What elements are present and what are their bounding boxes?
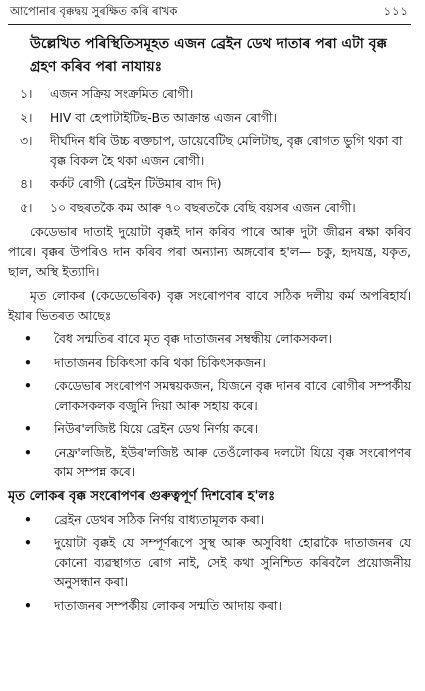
- bullet-icon: •: [24, 598, 32, 613]
- intro-heading: উল্লেখিত পৰিস্থিতিসমূহত এজন ব্ৰেইন ডেথ দাতাৰ পৰা এটা বৃক্ক গ্ৰহণ কৰিব পৰা নাযায়ঃ: [30, 36, 387, 75]
- item-text: ১০ বছৰতকৈ কম আৰু ৭০ বছৰতকৈ বেছি বয়সৰ এজন ৰোগী।: [50, 200, 356, 215]
- item-text: দীৰ্ঘদিন ধৰি উচ্চ ৰক্তচাপ, ডায়েবেটিছ মেলিটাছ, বৃক্ক ৰোগত ভুগি থকা বা বৃক্ক বিকল হৈ থকা এজন ৰোগী।: [50, 134, 403, 168]
- team-paragraph: মৃত লোকৰ (কেডেভেৰিক) বৃক্ক সংৰোপণৰ বাবে সঠিক দলীয় কৰ্ম অপৰিহাৰ্য। ইয়াৰ ভিতৰত আছেঃ: [8, 289, 411, 323]
- item-text: HIV বা হেপাটাইটিছ-Bত আক্ৰান্ত এজন ৰোগী।: [50, 110, 277, 125]
- aspects-list: [8, 511, 411, 617]
- item-number: ৫।: [20, 200, 33, 215]
- item-text: বৈধ সন্মতিৰ বাবে মৃত বৃক্ক দাতাজনৰ সম্বন্ধীয় লোকসকল।: [54, 332, 332, 346]
- item-text: কেডেভাৰ সংৰোপণ সমন্বয়কজন, যিজনে বৃক্ক দানৰ বাবে ৰোগীৰ সম্পৰ্কীয় লোকসকলক বজুনি দিয়া আৰু সহায় কৰে।: [54, 379, 411, 413]
- item-text: ব্ৰেইন ডেথৰ সঠিক নিৰ্ণয় বাধ্যতামূলক কৰা।: [54, 512, 265, 527]
- list-item: [8, 597, 411, 617]
- bullet-icon: •: [24, 445, 32, 460]
- item-number: ৩।: [20, 134, 33, 148]
- item-number: ২।: [20, 110, 33, 125]
- exclusion-list: [8, 85, 411, 218]
- bullet-icon: •: [24, 422, 32, 436]
- item-text: দাতাজনৰ সম্পৰ্কীয় লোকৰ সন্মতি আদায় কৰা।: [54, 598, 282, 613]
- running-header: [8, 0, 411, 25]
- item-text: কৰ্কট ৰোগী (ব্ৰেইন টিউমাৰ বাদ দি): [50, 177, 222, 191]
- list-item: [8, 175, 411, 195]
- item-text: এজন সক্ৰিয় সংক্ৰমিত ৰোগী।: [50, 87, 194, 101]
- list-item: [8, 420, 411, 440]
- page-number: ১১১: [383, 3, 409, 18]
- list-item: [8, 377, 411, 416]
- bullet-icon: •: [24, 379, 32, 393]
- list-item: [8, 444, 411, 483]
- list-item: [8, 330, 411, 350]
- donation-paragraph: কেডেভাৰ দাতাই দুয়োটা বৃক্কই দান কৰিব পাৰে আৰু দুটা জীৱন ৰক্ষা কৰিব পাৰে। বৃক্কৰ উপৰিও দান কৰিব পৰা অন্যান্য অঙ্গবোৰ হ'ল— চকু, হৃদযন্ত্ৰ, যকৃত, ছাল, অস্থি ইত্যাদি।: [8, 225, 411, 279]
- item-number: ৪।: [20, 177, 33, 191]
- list-item: [8, 534, 411, 593]
- list-item: [8, 511, 411, 531]
- bullet-icon: •: [24, 512, 32, 527]
- section-subheading: মৃত লোকৰ বৃক্ক সংৰোপণৰ গুৰুত্বপূৰ্ণ দিশবোৰ হ'লঃ: [8, 488, 276, 504]
- list-item: [8, 85, 411, 105]
- list-item: [8, 354, 411, 374]
- bullet-icon: •: [24, 536, 32, 550]
- item-text: দাতাজনৰ চিকিৎসা কৰি থকা চিকিৎসকজন।: [54, 355, 266, 370]
- list-item: [8, 132, 411, 171]
- header-title: আপোনাৰ বৃক্কদ্বয় সুৰক্ষিত কৰি ৰাখক: [10, 3, 178, 18]
- bullet-icon: •: [24, 332, 32, 346]
- item-text: দুয়োটা বৃক্কই যে সম্পূৰ্ণৰূপে সুস্থ আৰু অসুবিধা হোৱাকৈ দাতাজনৰ যে কোনো ব্যৱস্থাগত ৰোগ নাই, সেই কথা সুনিশ্চিত কৰিবলৈ প্ৰয়োজনীয় অনুসন্ধান কৰা।: [54, 536, 411, 589]
- item-text: নিউৰ'লজিষ্ট যিয়ে ব্ৰেইন ডেথ নিৰ্ণয় কৰে।: [54, 422, 259, 436]
- team-list: [8, 330, 411, 483]
- bullet-icon: •: [24, 355, 32, 370]
- list-item: [8, 109, 411, 129]
- item-number: ১।: [20, 87, 33, 101]
- item-text: নেফ্ৰ'লজিষ্ট, ইউৰ'লজিষ্ট আৰু তেওঁলোকৰ দলটো যিয়ে বৃক্ক সংৰোপণৰ কাম সম্পন্ন কৰে।: [54, 445, 411, 479]
- list-item: [8, 199, 411, 219]
